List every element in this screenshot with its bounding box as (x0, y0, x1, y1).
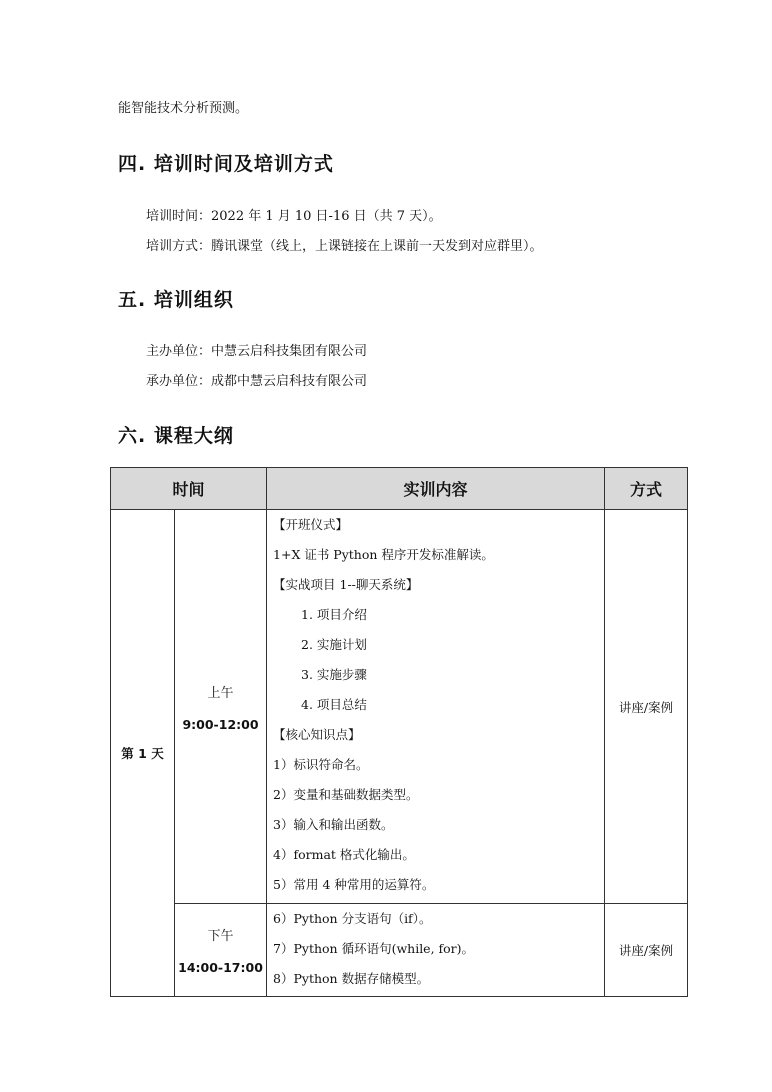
training-time-text: 培训时间：2022 年 1 月 10 日-16 日（共 7 天）。 (146, 209, 442, 224)
morning-time: 9:00-12:00 (182, 716, 259, 732)
list-item: 7）Python 循环语句(while, for)。 (273, 941, 475, 956)
table-row-morning (111, 510, 688, 904)
training-mode-text: 培训方式：腾讯课堂（线上，上课链接在上课前一天发到对应群里）。 (146, 239, 543, 254)
list-item: 5）常用 4 种常用的运算符。 (273, 877, 435, 892)
list-item: 3. 实施步骤 (301, 667, 367, 682)
section-5-heading: 五. 培训组织 (118, 289, 234, 311)
list-item: 2. 实施计划 (301, 637, 367, 652)
afternoon-period: 下午 (207, 929, 234, 944)
course-outline-table (110, 467, 688, 997)
morning-period: 上午 (207, 685, 234, 701)
morning-content (267, 510, 605, 904)
afternoon-time: 14:00-17:00 (178, 960, 263, 975)
list-item: 8）Python 数据存储模型。 (273, 971, 430, 986)
header-time: 时间 (111, 468, 267, 510)
table-row-afternoon (111, 904, 688, 997)
afternoon-mode: 讲座/案例 (605, 904, 688, 997)
morning-mode: 讲座/案例 (605, 510, 688, 904)
header-mode: 方式 (605, 468, 688, 510)
afternoon-slot (175, 904, 267, 997)
list-item: 3）输入和输出函数。 (273, 817, 394, 832)
list-item: 【开班仪式】 (273, 517, 349, 532)
list-item: 【核心知识点】 (273, 727, 361, 742)
host-unit-text: 主办单位：中慧云启科技集团有限公司 (146, 344, 368, 359)
organizer-unit-text: 承办单位：成都中慧云启科技有限公司 (146, 374, 368, 389)
list-item: 1+X 证书 Python 程序开发标准解读。 (273, 547, 494, 562)
list-item: 4. 项目总结 (301, 697, 367, 712)
section-6-heading: 六. 课程大纲 (118, 425, 234, 447)
day-label: 第 1 天 (111, 510, 175, 997)
list-item: 6）Python 分支语句（if）。 (273, 911, 432, 926)
list-item: 【实战项目 1--聊天系统】 (273, 577, 419, 592)
intro-tail-text: 能智能技术分析预测。 (118, 101, 249, 116)
list-item: 1. 项目介绍 (301, 607, 367, 622)
list-item: 1）标识符命名。 (273, 757, 369, 772)
table-header-row (111, 468, 688, 510)
afternoon-content (267, 904, 605, 997)
list-item: 2）变量和基础数据类型。 (273, 787, 419, 802)
list-item: 4）format 格式化输出。 (273, 847, 415, 862)
morning-slot (175, 510, 267, 904)
header-content: 实训内容 (267, 468, 605, 510)
section-4-heading: 四. 培训时间及培训方式 (118, 153, 334, 175)
